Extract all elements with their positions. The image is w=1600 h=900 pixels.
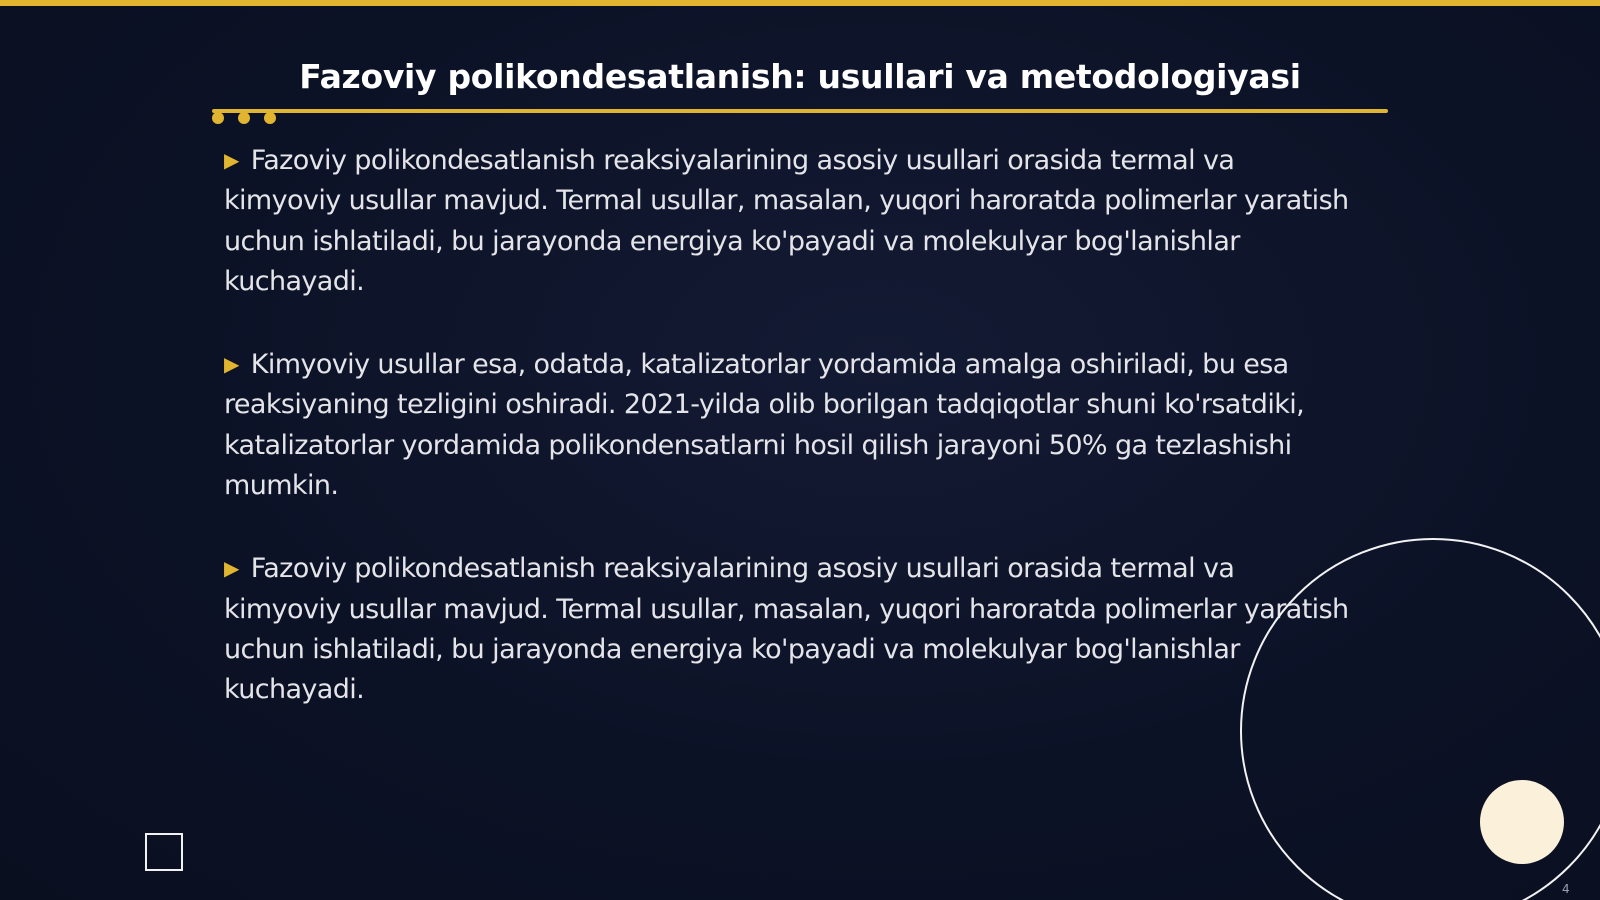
paragraph-text: Fazoviy polikondesatlanish reaksiyalarining asosiy usullari orasida termal va kimyoviy usullar mavjud. Termal usullar, masalan, yuqori haroratda polimerlar yaratish uchun ishlatiladi, bu jarayonda energiya ko'payadi va molekulyar bog'lanishlar kuchayadi. [224, 145, 1349, 297]
slide-body [224, 140, 1354, 753]
decorative-square-outline [145, 833, 183, 871]
decorative-dot [212, 112, 224, 124]
bullet-paragraph [224, 140, 1354, 302]
top-accent-bar [0, 0, 1600, 6]
triangle-right-icon: ▶ [224, 148, 239, 172]
decorative-filled-circle [1480, 780, 1564, 864]
paragraph-text: Fazoviy polikondesatlanish reaksiyalarining asosiy usullari orasida termal va kimyoviy usullar mavjud. Termal usullar, masalan, yuqori haroratda polimerlar yaratish uchun ishlatiladi, bu jarayonda energiya ko'payadi va molekulyar bog'lanishlar kuchayadi. [224, 553, 1349, 706]
triangle-right-icon: ▶ [224, 352, 239, 377]
title-underline [212, 109, 1388, 113]
decorative-dot [238, 112, 250, 124]
paragraph-text: Kimyoviy usullar esa, odatda, katalizatorlar yordamida amalga oshiriladi, bu esa reaksiyaning tezligini oshiradi. 2021-yilda olib borilgan tadqiqotlar shuni ko'rsatdiki, katalizatorlar yordamida polikondensatlarni hosil qilish jarayoni 50% ga tezlashishi mumkin. [224, 349, 1305, 502]
bullet-paragraph [224, 344, 1354, 506]
slide-title: Fazoviy polikondesatlanish: usullari va metodologiyasi [299, 57, 1301, 96]
triangle-right-icon: ▶ [224, 556, 239, 581]
bullet-paragraph [224, 548, 1354, 710]
page-number: 4 [1562, 882, 1570, 896]
decorative-dot [264, 112, 276, 124]
